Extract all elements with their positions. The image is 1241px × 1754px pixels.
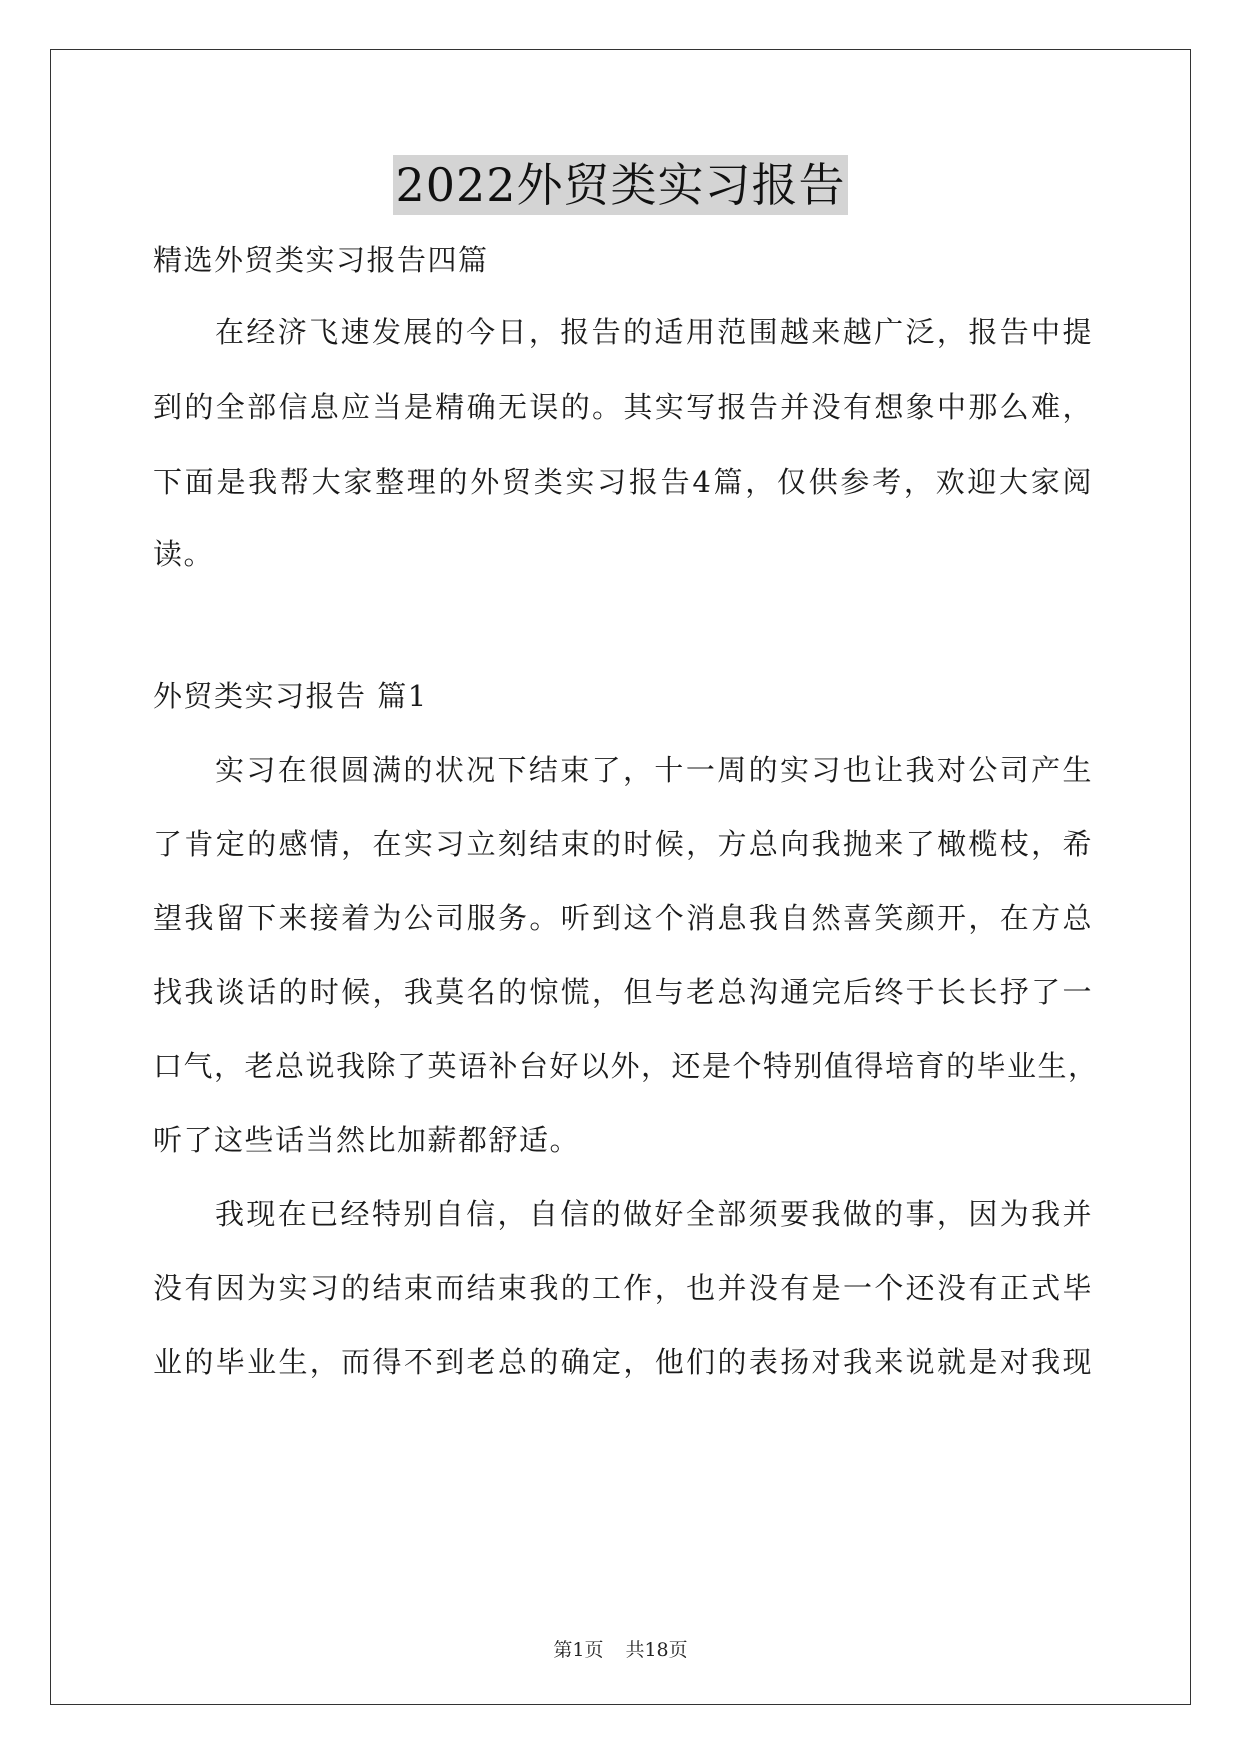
paragraph-line: 我现在已经特别自信，自信的做好全部须要我做的事，因为我并 [215,1197,1093,1231]
subtitle-line: 精选外贸类实习报告四篇 [153,243,489,277]
title-container [0,155,1241,215]
paragraph-line: 没有因为实习的结束而结束我的工作，也并没有是一个还没有正式毕 [153,1271,1093,1305]
paragraph-line: 实习在很圆满的状况下结束了，十一周的实习也让我对公司产生 [215,753,1093,787]
page-total: 共18页 [625,1639,688,1661]
paragraph-line: 口气，老总说我除了英语补台好以外，还是个特别值得培育的毕业生， [153,1049,1099,1083]
paragraph-line: 听了这些话当然比加薪都舒适。 [153,1123,581,1157]
paragraph-line: 到的全部信息应当是精确无误的。其实写报告并没有想象中那么难， [153,390,1093,424]
paragraph-line: 读。 [153,537,215,571]
page-number: 第1页 [553,1639,604,1661]
paragraph-line: 在经济飞速发展的今日，报告的适用范围越来越广泛，报告中提 [215,315,1093,349]
section-heading: 外贸类实习报告 篇1 [153,679,428,713]
document-title: 2022外贸类实习报告 [393,155,847,215]
paragraph-line: 下面是我帮大家整理的外贸类实习报告4篇，仅供参考，欢迎大家阅 [153,465,1093,499]
paragraph-line: 业的毕业生，而得不到老总的确定，他们的表扬对我来说就是对我现 [153,1345,1093,1379]
page-border [50,49,1191,1705]
page-footer [0,1638,1241,1662]
paragraph-line: 找我谈话的时候，我莫名的惊慌，但与老总沟通完后终于长长抒了一 [153,975,1093,1009]
paragraph-line: 望我留下来接着为公司服务。听到这个消息我自然喜笑颜开，在方总 [153,901,1093,935]
paragraph-line: 了肯定的感情，在实习立刻结束的时候，方总向我抛来了橄榄枝，希 [153,827,1093,861]
